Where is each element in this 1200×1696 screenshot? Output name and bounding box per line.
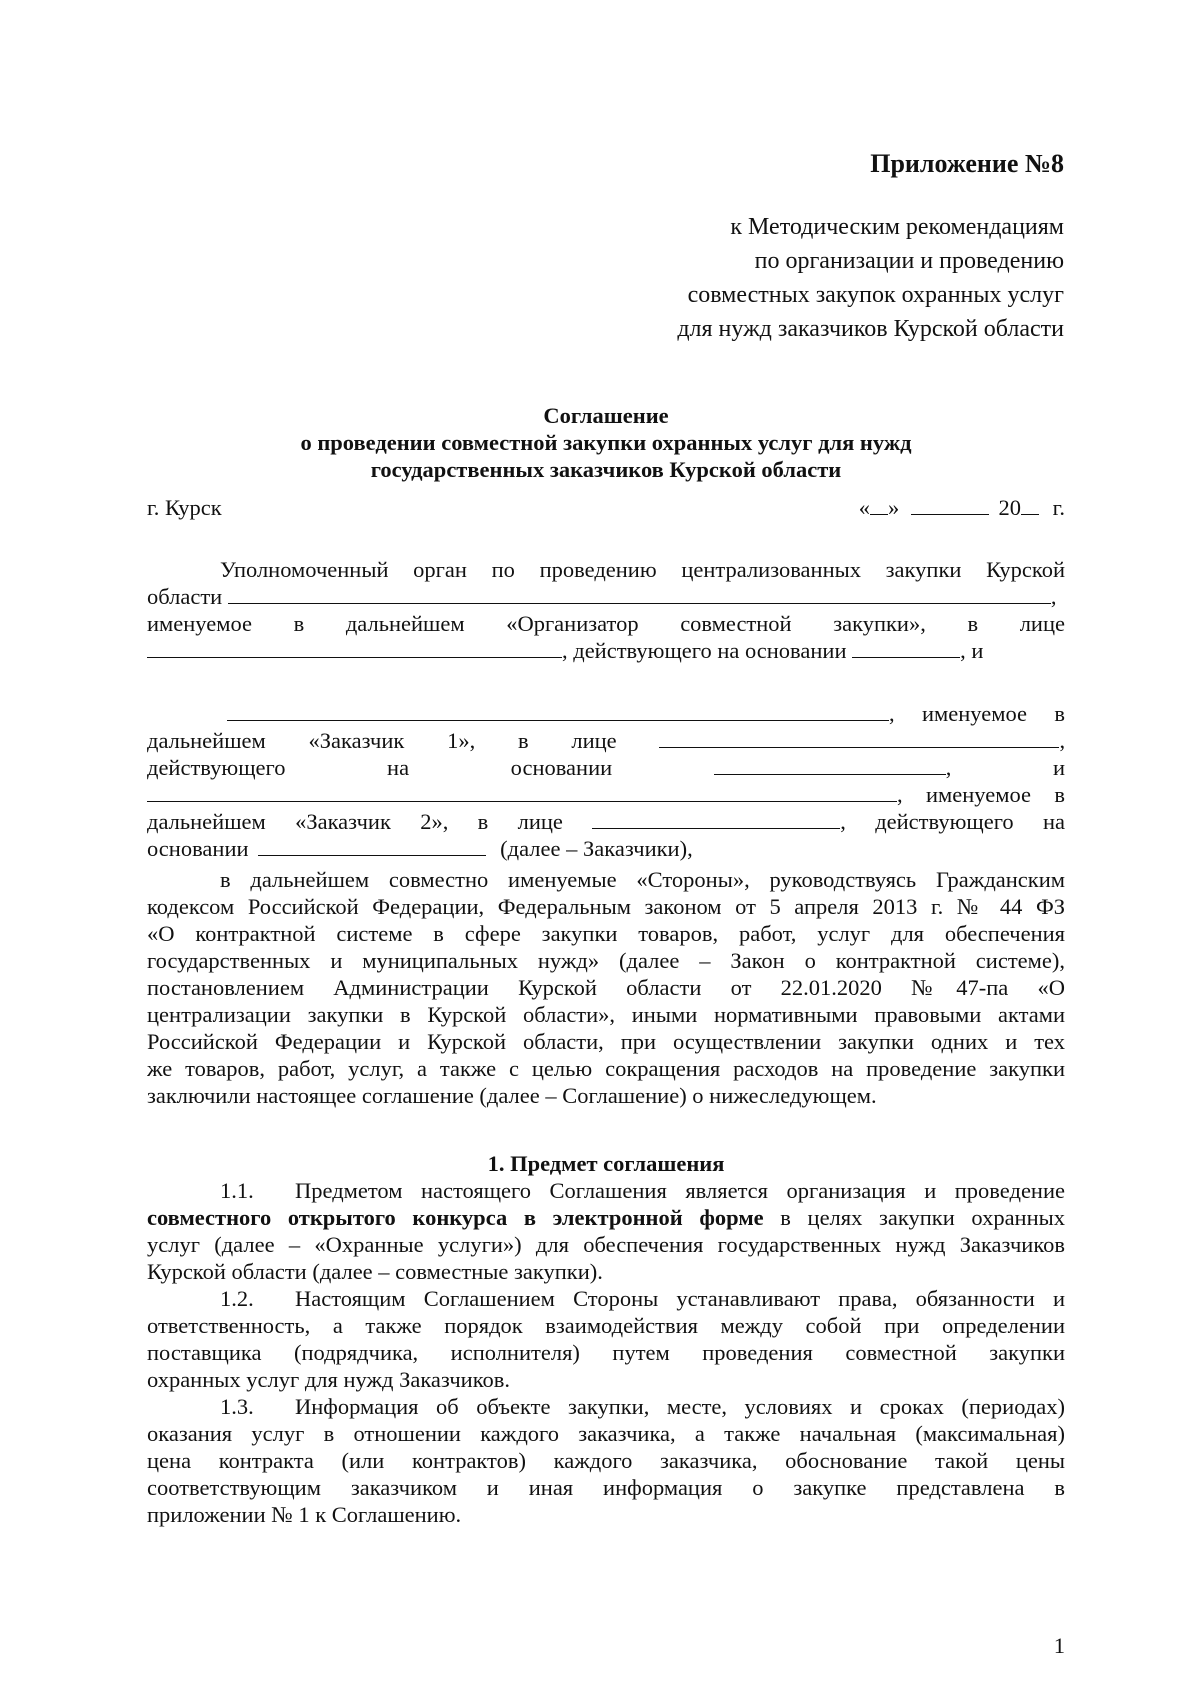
text-line: , именуемое в <box>147 781 1065 808</box>
appendix-line: по организации и проведению <box>754 248 1064 274</box>
customer1-name-blank <box>227 700 889 721</box>
text-line: , именуемое в <box>147 700 1065 727</box>
clause-1-2: 1.2. Настоящим Соглашением Стороны устанавливают права, обязанности и <box>220 1286 1065 1311</box>
text-line: Курской области (далее – совместные закупки). <box>147 1259 603 1284</box>
date-year-blank <box>1021 494 1039 515</box>
customer1-basis-blank <box>714 754 946 775</box>
text-line: в дальнейшем совместно именуемые «Стороны», руководствуясь Гражданским <box>220 867 1065 892</box>
text-line: охранных услуг для нужд Заказчиков. <box>147 1367 510 1392</box>
text-line: дальнейшем «Заказчик 2», в лице , действующего на <box>147 809 1065 834</box>
preamble <box>147 866 1065 1109</box>
clause-1-3: 1.3. Информация об объекте закупки, месте, условиях и сроках (периодах) <box>220 1394 1065 1419</box>
text-line: поставщика (подрядчика, исполнителя) путем проведения совместной закупки <box>147 1340 1065 1365</box>
text-line: совместного открытого конкурса в электронной форме в целях закупки охранных <box>147 1205 1065 1230</box>
appendix-line: для нужд заказчиков Курской области <box>677 316 1064 342</box>
text-line: централизации закупки в Курской области», иными нормативными правовыми актами <box>147 1002 1065 1027</box>
text-line: постановлением Администрации Курской области от 22.01.2020 №47-па «О <box>147 975 1065 1000</box>
clause-1-1: 1.1. Предметом настоящего Соглашения является организация и проведение <box>220 1178 1065 1203</box>
text-line: Уполномоченный орган по проведению централизованных закупки Курской <box>220 557 1065 582</box>
customer1-rep-blank <box>659 727 1059 748</box>
organizer-name-blank <box>228 583 1051 604</box>
text-line: услуг (далее – «Охранные услуги») для обеспечения государственных нужд Заказчиков <box>147 1232 1065 1257</box>
heading-line: государственных заказчиков Курской области <box>370 457 842 482</box>
text-line: действующего на основании , и <box>147 755 1065 780</box>
customer1-block <box>147 700 1065 862</box>
city: г. Курск <box>147 495 222 520</box>
heading-line: о проведении совместной закупки охранных услуг для нужд <box>300 430 912 455</box>
text-line: же товаров, работ, услуг, а также с целью сокращения расходов на проведение закупки <box>147 1056 1065 1081</box>
heading-title: Соглашение <box>543 403 669 428</box>
customer2-rep-blank <box>592 808 840 829</box>
appendix-subtitle <box>677 210 1064 346</box>
text-line: «О контрактной системе в сфере закупки товаров, работ, услуг для обеспечения <box>147 921 1065 946</box>
section-title: 1. Предмет соглашения <box>487 1151 725 1176</box>
text-line: ответственность, а также порядок взаимодействия между собой при определении <box>147 1313 1065 1338</box>
text-line: оказания услуг в отношении каждого заказчика, а также начальная (максимальная) <box>147 1421 1065 1446</box>
text-line: заключили настоящее соглашение (далее – Соглашение) о нижеследующем. <box>147 1083 877 1108</box>
text-line: приложении № 1 к Соглашению. <box>147 1502 462 1527</box>
text-line: , действующего на основании , и <box>147 637 1065 664</box>
text-line: соответствующим заказчиком и иная информация о закупке представлена в <box>147 1475 1065 1500</box>
customer2-name-blank <box>147 781 897 802</box>
date-day-blank <box>870 494 888 515</box>
organizer-basis-blank <box>852 637 960 658</box>
customer2-basis-blank <box>258 835 486 856</box>
appendix-line: совместных закупок охранных услуг <box>687 282 1064 308</box>
appendix-line: к Методическим рекомендациям <box>730 214 1064 240</box>
text-line: Российской Федерации и Курской области, при осуществлении закупки одних и тех <box>147 1029 1065 1054</box>
text-line: цена контракта (или контрактов) каждого заказчика, обоснование такой цены <box>147 1448 1065 1473</box>
text-line: области , <box>147 584 1057 609</box>
text-line: государственных и муниципальных нужд» (далее – Закон о контрактной системе), <box>147 948 1065 973</box>
organizer-rep-blank <box>147 637 562 658</box>
appendix-title: Приложение №8 <box>870 149 1064 178</box>
page-number: 1 <box>1053 1633 1065 1658</box>
text-line: основании (далее – Заказчики), <box>147 836 693 861</box>
agreement-heading <box>147 402 1065 483</box>
section1-clauses <box>147 1177 1065 1528</box>
date-field: « » 20 г. <box>858 495 1065 520</box>
text-line: именуемое в дальнейшем «Организатор совместной закупки», в лице <box>147 611 1065 636</box>
date-month-blank <box>911 494 989 515</box>
parties-block <box>147 556 1065 664</box>
text-line: кодексом Российской Федерации, Федеральным законом от 5 апреля 2013 г. № 44 ФЗ <box>147 894 1065 919</box>
text-line: дальнейшем «Заказчик 1», в лице , <box>147 728 1065 753</box>
